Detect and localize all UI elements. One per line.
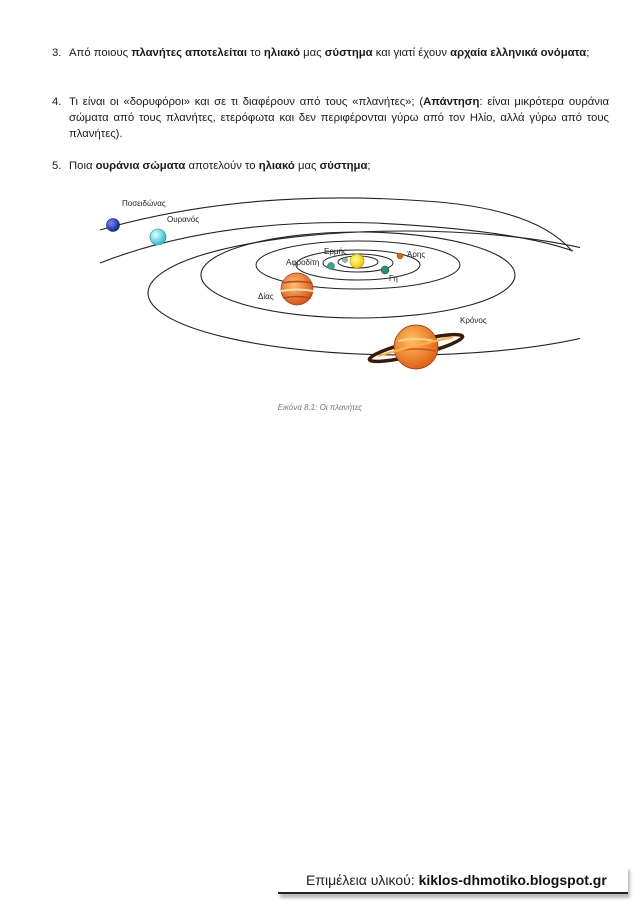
earth-label: Γη — [389, 274, 398, 283]
question-run: : είναι μικρότερα ουράνια σώματα από τους πλανήτες, ετερόφωτα και δεν περιφέρονται γύρω από τον Ηλίο, αλλά γύρω από τους πλανήτες). — [69, 96, 609, 140]
footer-url: kiklos-dhmotiko.blogspot.gr — [418, 872, 607, 888]
question-text — [69, 94, 609, 142]
question-keyword: ηλιακό — [258, 160, 295, 172]
saturn-icon — [368, 325, 465, 369]
question-number: 3. — [52, 47, 62, 59]
question-4 — [52, 94, 609, 142]
question-keyword: ουράνια σώματα — [95, 160, 186, 172]
mercury-label: Ερμής — [324, 247, 347, 256]
venus-label: Αφροδίτη — [286, 258, 320, 267]
mars-label: Άρης — [407, 250, 426, 259]
venus-icon — [328, 263, 335, 270]
question-keyword: σύστημα — [324, 47, 373, 59]
jupiter-icon — [281, 273, 313, 305]
uranus-label: Ουρανός — [167, 215, 200, 224]
question-run: Από ποιους — [69, 47, 132, 59]
question-text — [69, 158, 609, 174]
neptune-label: Ποσειδώνας — [122, 199, 166, 208]
sun-icon — [350, 254, 364, 268]
question-run: το — [247, 47, 264, 59]
question-keyword: ηλιακό — [263, 47, 300, 59]
earth-icon — [381, 266, 389, 274]
question-5 — [52, 158, 609, 174]
uranus-icon — [150, 229, 166, 245]
mercury-icon — [343, 258, 348, 263]
neptune-icon — [107, 219, 120, 232]
question-3 — [52, 45, 609, 61]
footer-label: Επιμέλεια υλικού: — [306, 872, 419, 888]
question-run: και γιατί έχουν — [372, 47, 451, 59]
question-keyword: Απάντηση — [423, 96, 480, 108]
question-run: Ποια — [69, 160, 96, 172]
question-number: 5. — [52, 160, 62, 172]
jupiter-label: Δίας — [258, 292, 274, 301]
figure-caption: Εικόνα 8.1: Οι πλανήτες — [277, 403, 363, 412]
question-run: μας — [300, 47, 325, 59]
question-run: ; — [367, 160, 371, 172]
question-keyword: αρχαία ελληνικά ονόματα — [450, 47, 587, 59]
uranus-orbit — [100, 223, 573, 264]
question-number: 4. — [52, 96, 62, 108]
question-run: αποτελούν το — [185, 160, 259, 172]
question-run: Τι είναι οι «δορυφόροι» και σε τι διαφέρουν από τους «πλανήτες»; ( — [69, 96, 424, 108]
neptune-orbit — [100, 198, 572, 251]
question-text — [69, 45, 609, 61]
question-keyword: σύστημα — [319, 160, 368, 172]
solar-system-illustration — [95, 193, 580, 383]
question-run: μας — [294, 160, 320, 172]
jupiter-orbit — [201, 232, 515, 318]
saturn-label: Κρόνος — [460, 316, 487, 325]
question-keyword: πλανήτες αποτελείται — [131, 47, 248, 59]
question-run: ; — [586, 47, 590, 59]
mars-icon — [397, 253, 403, 259]
credits-footer — [278, 866, 628, 894]
